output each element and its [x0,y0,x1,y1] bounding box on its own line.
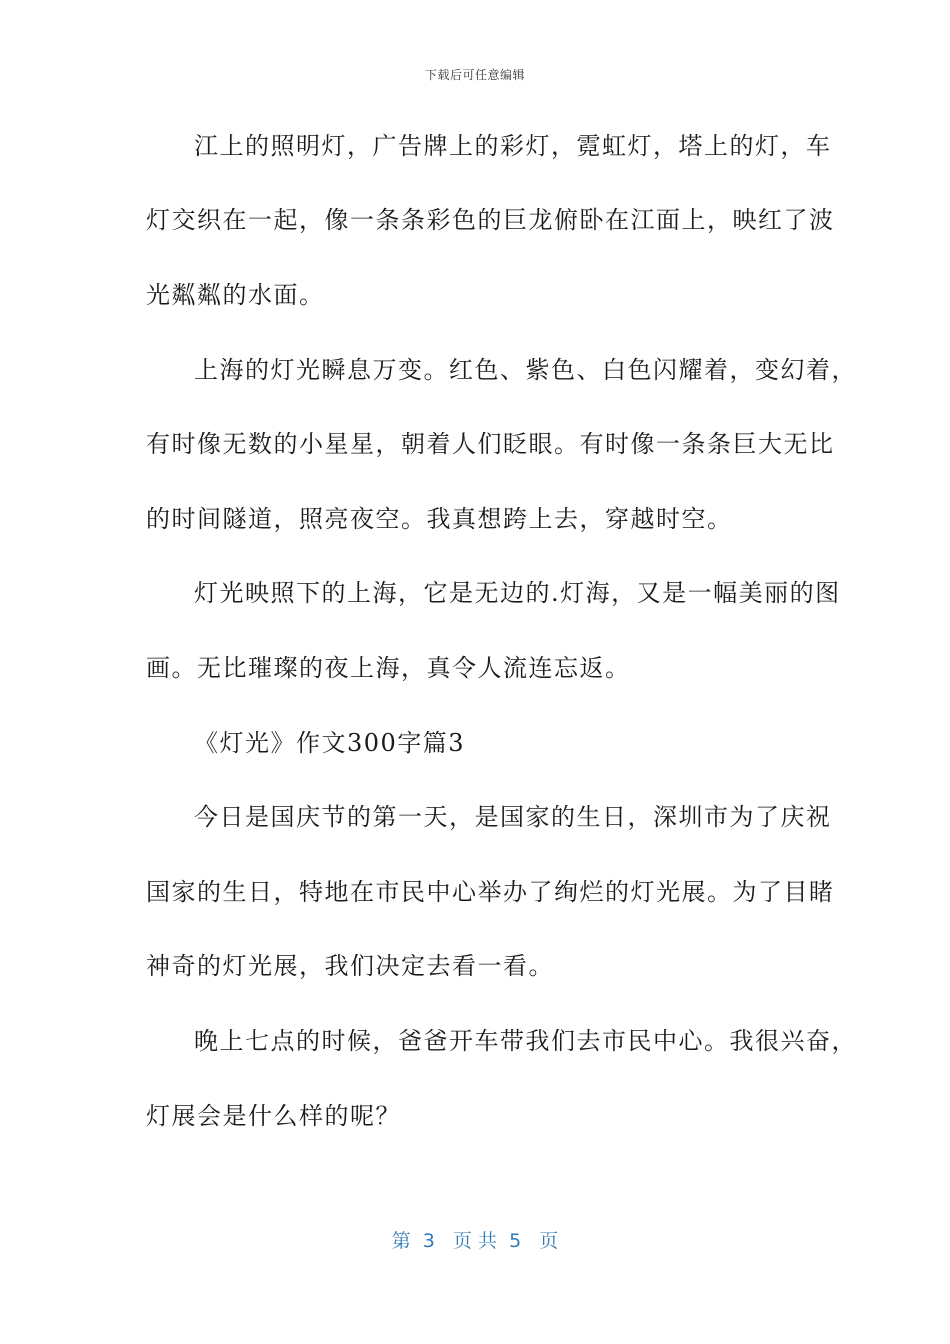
text-line: 晚上七点的时候，爸爸开车带我们去市民中心。我很兴奋， [194,1027,857,1055]
text-line: 神奇的灯光展，我们决定去看一看。 [146,952,554,980]
text-line: 江上的照明灯，广告牌上的彩灯，霓虹灯，塔上的灯，车 [194,132,832,160]
text-line: 灯展会是什么样的呢？ [146,1102,401,1130]
text-line: 画。无比璀璨的夜上海，真令人流连忘返。 [146,654,631,682]
page-footer: 第 3 页 共 5 页 [391,1230,559,1252]
text-line: 灯光映照下的上海，它是无边的.灯海，又是一幅美丽的图 [194,579,841,607]
text-line: 国家的生日，特地在市民中心举办了绚烂的灯光展。为了目睹 [146,878,835,906]
section-heading: 《灯光》作文300字篇3 [194,729,466,757]
text-line: 今日是国庆节的第一天，是国家的生日，深圳市为了庆祝 [194,803,832,831]
text-line: 有时像无数的小星星，朝着人们眨眼。有时像一条条巨大无比 [146,430,835,458]
text-line: 的时间隧道，照亮夜空。我真想跨上去，穿越时空。 [146,505,733,533]
text-line: 灯交织在一起，像一条条彩色的巨龙俯卧在江面上，映红了波 [146,206,835,234]
page-header: 下载后可任意编辑 [424,68,525,82]
text-line: 上海的灯光瞬息万变。红色、紫色、白色闪耀着，变幻着， [194,356,857,384]
text-line: 光粼粼的水面。 [146,281,325,309]
